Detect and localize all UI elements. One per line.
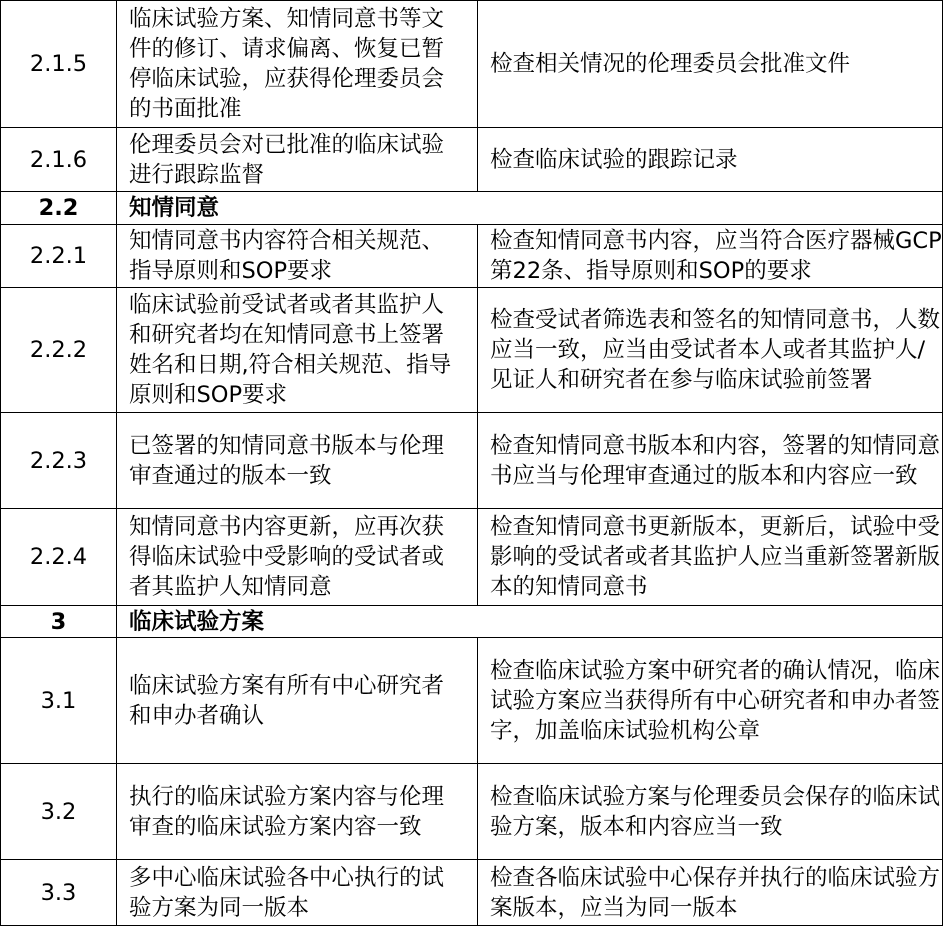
item-number: 2.2.1	[1, 225, 117, 288]
requirement-cell: 伦理委员会对已批准的临床试验进行跟踪监督	[117, 128, 478, 192]
table-row	[1, 128, 943, 192]
section-number: 3	[1, 606, 117, 638]
requirement-cell: 临床试验方案、知情同意书等文件的修订、请求偏离、恢复已暂停临床试验，应获得伦理委员会的书面批准	[117, 1, 478, 128]
check-method-cell: 检查知情同意书版本和内容，签署的知情同意书应当与伦理审查通过的版本和内容应一致	[478, 413, 943, 509]
table-row	[1, 1, 943, 128]
item-number: 3.3	[1, 860, 117, 926]
check-method-cell: 检查知情同意书更新版本，更新后，试验中受影响的受试者或者其监护人应当重新签署新版本的知情同意书	[478, 509, 943, 606]
item-number: 2.1.6	[1, 128, 117, 192]
table-row	[1, 638, 943, 764]
table-row	[1, 225, 943, 288]
requirement-cell: 临床试验方案有所有中心研究者和申办者确认	[117, 638, 478, 764]
check-method-cell: 检查相关情况的伦理委员会批准文件	[478, 1, 943, 128]
check-method-cell: 检查临床试验方案中研究者的确认情况，临床试验方案应当获得所有中心研究者和申办者签字，加盖临床试验机构公章	[478, 638, 943, 764]
section-header-row	[1, 606, 943, 638]
section-number: 2.2	[1, 192, 117, 225]
item-number: 2.1.5	[1, 1, 117, 128]
item-number: 3.2	[1, 764, 117, 860]
requirement-cell: 已签署的知情同意书版本与伦理审查通过的版本一致	[117, 413, 478, 509]
check-method-cell: 检查临床试验方案与伦理委员会保存的临床试验方案，版本和内容应当一致	[478, 764, 943, 860]
check-method-cell: 检查受试者筛选表和签名的知情同意书，人数应当一致，应当由受试者本人或者其监护人/见证人和研究者在参与临床试验前签署	[478, 288, 943, 413]
section-title: 知情同意	[117, 192, 943, 225]
item-number: 2.2.3	[1, 413, 117, 509]
check-method-cell: 检查各临床试验中心保存并执行的临床试验方案版本，应当为同一版本	[478, 860, 943, 926]
item-number: 3.1	[1, 638, 117, 764]
requirement-cell: 临床试验前受试者或者其监护人和研究者均在知情同意书上签署姓名和日期,符合相关规范、指导原则和SOP要求	[117, 288, 478, 413]
requirement-cell: 知情同意书内容更新，应再次获得临床试验中受影响的受试者或者其监护人知情同意	[117, 509, 478, 606]
item-number: 2.2.2	[1, 288, 117, 413]
section-header-row	[1, 192, 943, 225]
table-row	[1, 764, 943, 860]
requirement-cell: 多中心临床试验各中心执行的试验方案为同一版本	[117, 860, 478, 926]
check-method-cell: 检查临床试验的跟踪记录	[478, 128, 943, 192]
table-row	[1, 860, 943, 926]
section-title: 临床试验方案	[117, 606, 943, 638]
item-number: 2.2.4	[1, 509, 117, 606]
table-row	[1, 413, 943, 509]
requirement-cell: 知情同意书内容符合相关规范、指导原则和SOP要求	[117, 225, 478, 288]
check-method-cell: 检查知情同意书内容，应当符合医疗器械GCP第22条、指导原则和SOP的要求	[478, 225, 943, 288]
table-row	[1, 509, 943, 606]
requirement-cell: 执行的临床试验方案内容与伦理审查的临床试验方案内容一致	[117, 764, 478, 860]
table-row	[1, 288, 943, 413]
